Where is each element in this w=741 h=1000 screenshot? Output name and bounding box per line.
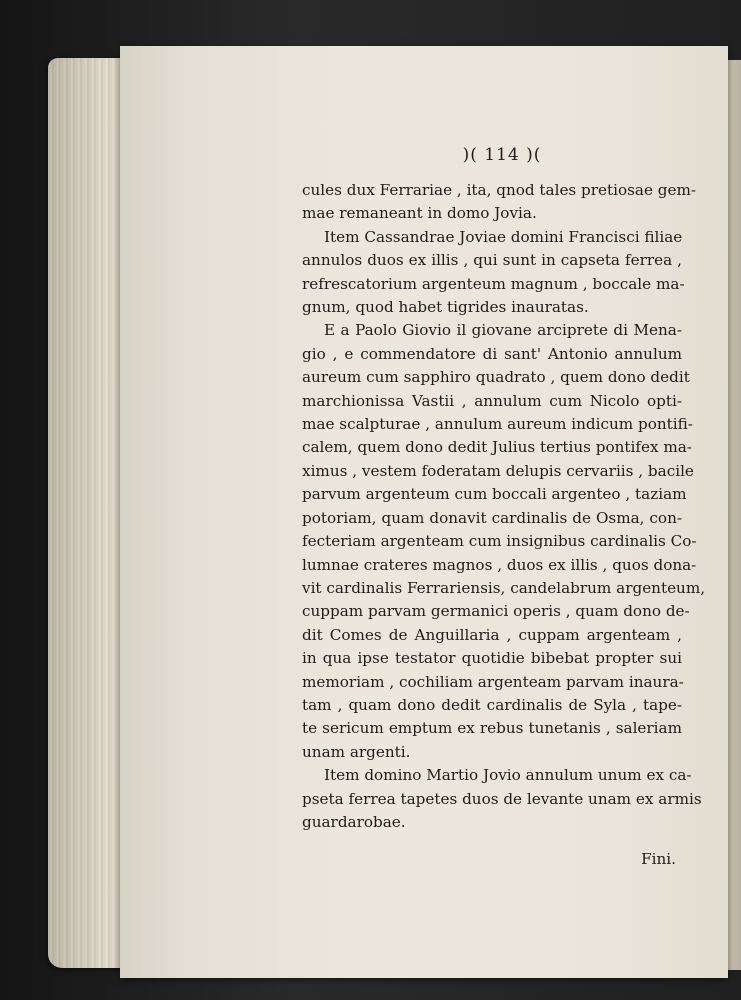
text-line: mae remaneant in domo Jovia. [302,204,537,223]
text-line: fecteriam argenteam cum insignibus cardinalis Co- [302,532,697,551]
text-line: gio , e commendatore di sant' Antonio annulum [302,344,682,363]
text-line: unam argenti. [302,742,411,761]
page-number: )( 114 )( [462,145,542,165]
text-line: cules dux Ferrariae , ita, qnod tales pretiosae gem- [302,181,697,199]
text-line: ximus , vestem foderatam delupis cervariis , bacile [302,461,694,480]
text-line: E a Paolo Giovio il giovane arciprete di Mena- [324,321,682,340]
page-text-block [302,145,706,872]
closing-word: Fini. [641,850,676,869]
text-line: parvum argenteum cum boccali argenteo , taziam [302,485,687,504]
text-line: lumnae crateres magnos , duos ex illis , quos dona- [302,555,697,574]
text-line: Item domino Martio Jovio annulum unum ex ca- [324,766,692,785]
text-line: memoriam , cochiliam argenteam parvam inaura- [302,672,684,691]
text-line: refrescatorium argenteum magnum , boccale ma- [302,274,685,293]
text-line: calem, quem dono dedit Julius tertius pontifex ma- [302,438,692,457]
text-line: dit Comes de Anguillaria , cuppam argenteam , [302,625,682,644]
text-line: potoriam, quam donavit cardinalis de Osma, con- [302,508,682,527]
text-lines [302,179,706,834]
text-line: pseta ferrea tapetes duos de levante unam ex armis [302,789,702,808]
text-line: mae scalpturae , annulum aureum indicum pontifi- [302,415,693,434]
text-line: marchionissa Vastii , annulum cum Nicolo opti- [302,391,682,410]
text-line: gnum, quod habet tigrides inauratas. [302,298,589,317]
text-line: te sericum emptum ex rebus tunetanis , saleriam [302,719,682,738]
text-line: annulos duos ex illis , qui sunt in capseta ferrea , [302,251,682,270]
text-line: guardarobae. [302,812,406,831]
text-line: cuppam parvam germanici operis , quam dono de- [302,602,690,621]
text-line: tam , quam dono dedit cardinalis de Syla , tape- [302,695,682,714]
text-line: Item Cassandrae Joviae domini Francisci filiae [324,227,683,246]
text-line: aureum cum sapphiro quadrato , quem dono dedit [302,368,690,387]
text-line: vit cardinalis Ferrariensis, candelabrum argenteum, [302,578,706,597]
text-line: in qua ipse testator quotidie bibebat propter sui [302,649,682,668]
